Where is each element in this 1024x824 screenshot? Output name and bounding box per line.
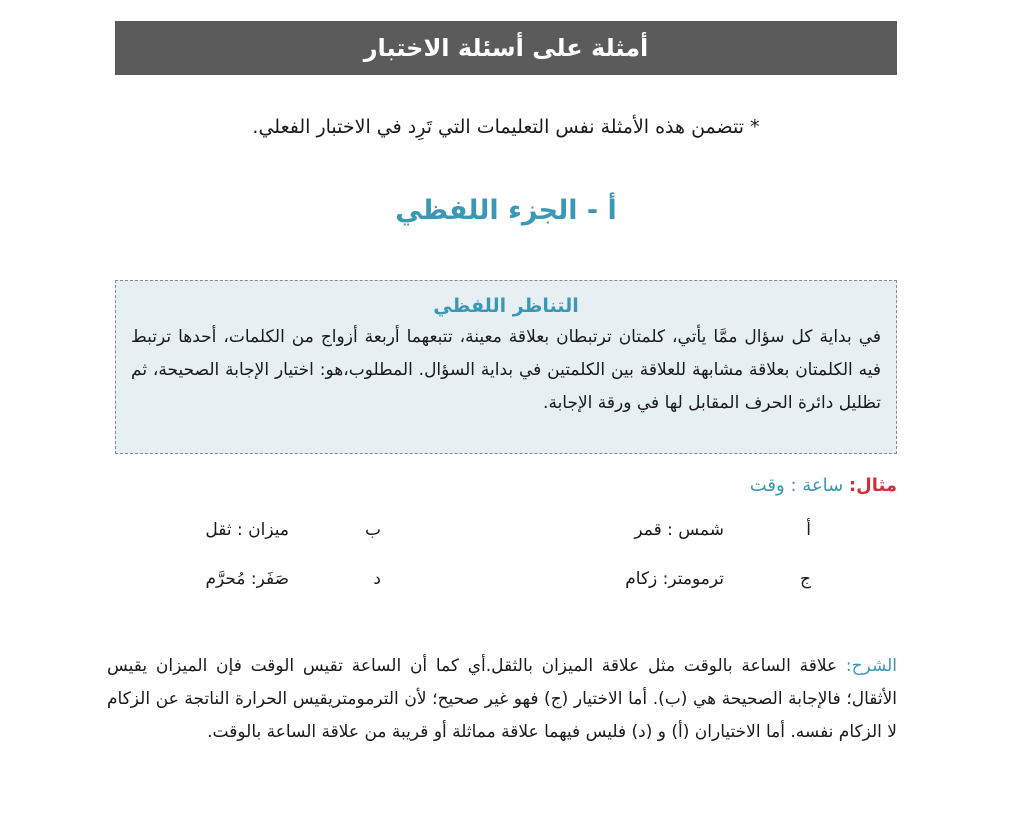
example-words: ساعة : وقت xyxy=(749,475,844,496)
explanation-label: الشرح: xyxy=(845,656,898,676)
option-b-letter: ب xyxy=(364,520,381,540)
option-d-text: صَفَر: مُحرَّم xyxy=(205,569,289,589)
page-banner xyxy=(115,21,897,75)
option-c-text: ترمومتر: زكام xyxy=(625,569,724,589)
instructions-title: التناظر اللفظي xyxy=(433,295,579,317)
banner-title: أمثلة على أسئلة الاختبار xyxy=(363,34,649,62)
section-heading: أ - الجزء اللفظي xyxy=(395,195,617,226)
option-b-text: ميزان : ثقل xyxy=(205,520,289,540)
option-d-letter: د xyxy=(373,569,381,589)
option-a-letter: أ xyxy=(806,520,811,540)
explanation xyxy=(107,650,897,749)
option-a-text: شمس : قمر xyxy=(634,520,724,540)
instructions-box xyxy=(115,280,897,454)
explanation-text: علاقة الساعة بالوقت مثل علاقة الميزان بالثقل.أي كما أن الساعة تقيس الوقت فإن الميزان يقيس الأثقال؛ فالإجابة الصحيحة هي (ب). أما الاختيار (ج) فهو غير صحيح؛ لأن الترمومتريقيس الحرارة الناتجة عن الزكام لا الزكام نفسه. أما الاختياران (أ) و (د) فليس فيهما علاقة مماثلة أو قريبة من علاقة الساعة بالوقت. xyxy=(107,656,897,742)
instructions-body: في بداية كل سؤال ممَّا يأتي، كلمتان ترتبطان بعلاقة معينة، تتبعهما أربعة أزواج من الكلمات، أحدها ترتبط فيه الكلمتان بعلاقة مشابهة للعلاقة بين الكلمتين في بداية السؤال. المطلوب،هو: اختيار الإجابة الصحيحة، ثم تظليل دائرة الحرف المقابل لها في ورقة الإجابة. xyxy=(131,327,881,413)
option-c-letter: ج xyxy=(800,569,811,589)
example-line xyxy=(750,473,897,499)
note-text: * تتضمن هذه الأمثلة نفس التعليمات التي تَرِد في الاختبار الفعلي. xyxy=(252,116,760,138)
example-label: مثال: xyxy=(848,475,897,496)
